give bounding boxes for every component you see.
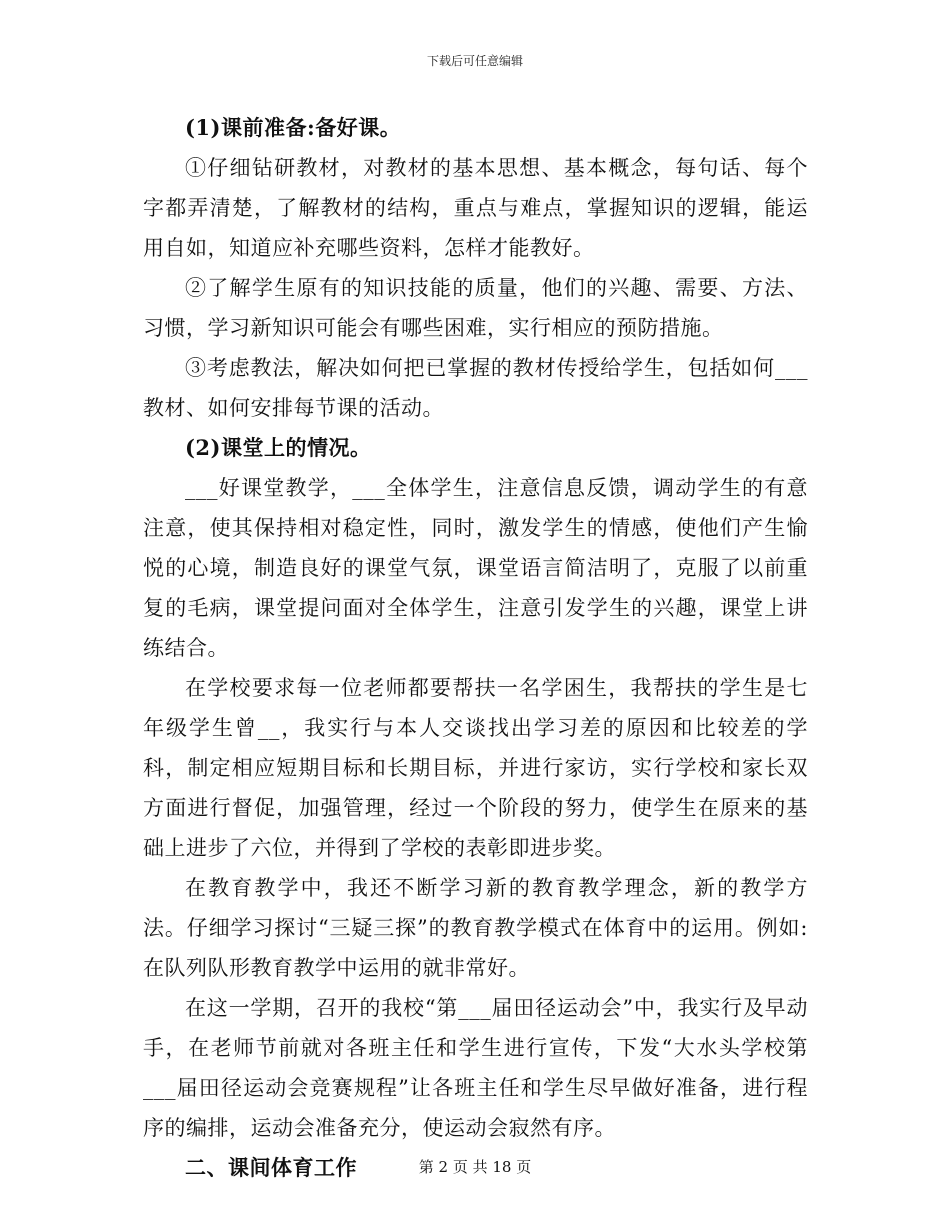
paragraph: ③考虑教法，解决如何把已掌握的教材传授给学生，包括如何___教材、如何安排每节课的活动。 bbox=[143, 356, 808, 420]
section-heading-recess-pe: 二、课间体育工作 bbox=[185, 1155, 357, 1180]
paragraph: 在教育教学中，我还不断学习新的教育教学理念，新的教学方法。仔细学习探讨“三疑三探”的教育教学模式在体育中的运用。例如:在队列队形教育教学中运用的就非常好。 bbox=[143, 876, 808, 980]
section-heading-classroom: (2)课堂上的情况。 bbox=[185, 435, 372, 460]
section-heading-lesson-prep: (1)课前准备:备好课。 bbox=[185, 115, 402, 140]
page-footer: 第 2 页 共 18 页 bbox=[418, 1158, 532, 1176]
page-header: 下载后可任意编辑 bbox=[426, 54, 523, 68]
paragraph: 在学校要求每一位老师都要帮扶一名学困生，我帮扶的学生是七年级学生曾__，我实行与本人交谈找出学习差的原因和比较差的学科，制定相应短期目标和长期目标，并进行家访，实行学校和家长双方面进行督促，加强管理，经过一个阶段的努力，使学生在原来的基础上进步了六位，并得到了学校的表彰即进步奖。 bbox=[143, 676, 808, 860]
document-body bbox=[143, 108, 808, 1188]
paragraph: 在这一学期，召开的我校“第___届田径运动会”中，我实行及早动手，在老师节前就对各班主任和学生进行宣传，下发“大水头学校第___届田径运动会竞赛规程”让各班主任和学生尽早做好准备，进行程序的编排，运动会准备充分，使运动会寂然有序。 bbox=[143, 996, 808, 1140]
paragraph: ①仔细钻研教材，对教材的基本思想、基本概念，每句话、每个字都弄清楚，了解教材的结构，重点与难点，掌握知识的逻辑，能运用自如，知道应补充哪些资料，怎样才能教好。 bbox=[143, 156, 808, 260]
paragraph: ②了解学生原有的知识技能的质量，他们的兴趣、需要、方法、习惯，学习新知识可能会有哪些困难，实行相应的预防措施。 bbox=[143, 276, 808, 340]
paragraph: ___好课堂教学，___全体学生，注意信息反馈，调动学生的有意注意，使其保持相对稳定性，同时，激发学生的情感，使他们产生愉悦的心境，制造良好的课堂气氛，课堂语言简洁明了，克服了以前重复的毛病，课堂提问面对全体学生，注意引发学生的兴趣，课堂上讲练结合。 bbox=[143, 476, 808, 660]
